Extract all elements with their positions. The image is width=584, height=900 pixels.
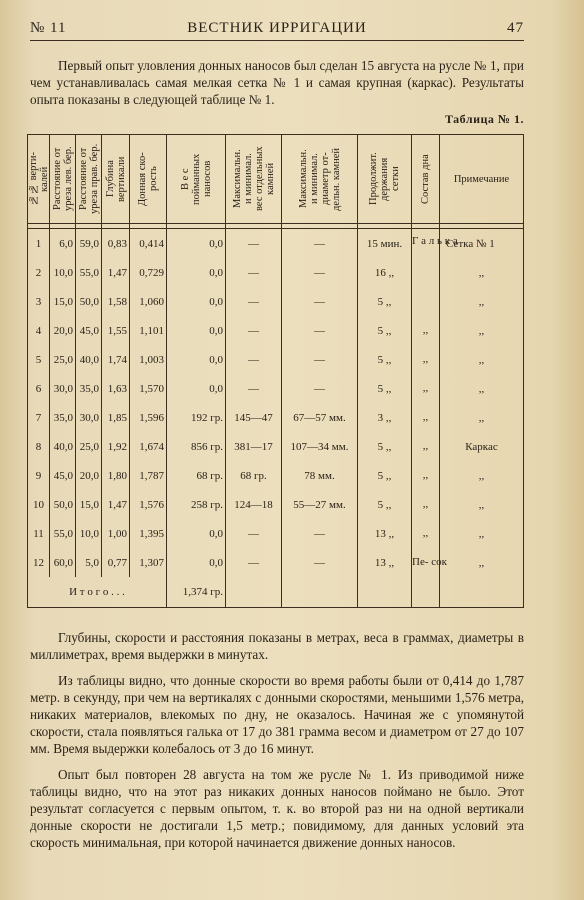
cell-maxd: — — [282, 519, 358, 548]
cell-no: 2 — [28, 258, 50, 287]
table-row — [28, 258, 524, 287]
cell-depth: 0,77 — [102, 548, 130, 577]
cell-maxd: 78 мм. — [282, 461, 358, 490]
cell-left: 60,0 — [50, 548, 76, 577]
cell-maxd: — — [282, 229, 358, 259]
cell-right: 55,0 — [76, 258, 102, 287]
cell-no: 4 — [28, 316, 50, 345]
cell-maxw: 124—18 — [226, 490, 282, 519]
cell-maxd: — — [282, 345, 358, 374]
cell-dur: 5 ,, — [358, 287, 412, 316]
cell-comp: Г а л ь к а — [412, 229, 440, 317]
cell-weight: 0,0 — [167, 374, 226, 403]
cell-left: 45,0 — [50, 461, 76, 490]
table-row — [28, 345, 524, 374]
cell-no: 1 — [28, 229, 50, 259]
cell-no: 5 — [28, 345, 50, 374]
cell-no: 10 — [28, 490, 50, 519]
total-label: И т о г о . . . — [28, 577, 167, 608]
cell-right: 15,0 — [76, 490, 102, 519]
cell-left: 10,0 — [50, 258, 76, 287]
cell-speed: 1,101 — [130, 316, 167, 345]
cell-maxd: 67—57 мм. — [282, 403, 358, 432]
cell-maxw: — — [226, 287, 282, 316]
table-header-row — [28, 135, 524, 224]
cell-speed: 1,596 — [130, 403, 167, 432]
issue-number: № 11 — [30, 20, 67, 36]
cell-right: 40,0 — [76, 345, 102, 374]
cell-speed: 1,674 — [130, 432, 167, 461]
cell-dur: 5 ,, — [358, 345, 412, 374]
cell-speed: 1,060 — [130, 287, 167, 316]
intro-paragraph: Первый опыт уловления донных наносов был сделан 15 августа на русле № 1, при чем устанавливалась самая мелкая сетка № 1 и самая крупная (каркас). Результаты опыта показаны в следующей таблице № 1. — [30, 58, 524, 107]
cell-left: 25,0 — [50, 345, 76, 374]
cell-speed: 1,787 — [130, 461, 167, 490]
cell-comp: ,, — [412, 432, 440, 461]
cell-depth: 1,63 — [102, 374, 130, 403]
cell-comp: ,, — [412, 461, 440, 490]
cell-note: Сетка № 1 — [440, 229, 524, 259]
cell-left: 20,0 — [50, 316, 76, 345]
table-total-row — [28, 577, 524, 608]
page-number: 47 — [507, 20, 524, 36]
cell-dur: 5 ,, — [358, 461, 412, 490]
cell-speed: 1,003 — [130, 345, 167, 374]
header-max-diameter: Максимальн. и минимал. диаметр от- дельн. камней — [282, 135, 358, 224]
cell-dur: 5 ,, — [358, 432, 412, 461]
analysis-paragraph: Из таблицы видно, что донные скорости во время работы были от 0,414 до 1,787 метр. в секунду, при чем на вертикалях с донными скоростями, меньшими 1,576 метра, никаких материалов, влекомых по дну, не оказалось. Начиная же с упомянутой скорости, стала появляться галька от 17 до 381 грамма весом и диаметром от 27 до 107 мм. Время выдержки колебалось от 3 до 16 минут. — [30, 673, 524, 756]
cell-weight: 856 гр. — [167, 432, 226, 461]
table-caption: Таблица № 1. — [444, 112, 524, 126]
cell-left: 35,0 — [50, 403, 76, 432]
cell-maxw: — — [226, 258, 282, 287]
cell-depth: 1,80 — [102, 461, 130, 490]
cell-maxd: — — [282, 316, 358, 345]
cell-weight: 0,0 — [167, 229, 226, 259]
cell-comp: ,, — [412, 403, 440, 432]
table-row — [28, 229, 524, 259]
repeat-paragraph: Опыт был повторен 28 августа на том же русле № 1. Из приводимой ниже таблицы видно, что на этот раз никаких донных наносов поймано не было. Этот результат согласуется с первым опытом, т. к. во второй раз ни на одной вертикали донные скорости не достигали 1,5 метр.; повидимому, для данных условий эта скорость минимальная, при которой начинается движение донных наносов. — [30, 767, 524, 850]
cell-speed: 1,576 — [130, 490, 167, 519]
cell-speed: 1,570 — [130, 374, 167, 403]
cell-no: 9 — [28, 461, 50, 490]
cell-maxd: — — [282, 287, 358, 316]
cell-dur: 5 ,, — [358, 490, 412, 519]
cell-left: 15,0 — [50, 287, 76, 316]
header-max-weight: Максимальн. и минимал. вес отдельных камней — [226, 135, 282, 224]
header-left: Расстояние от уреза лев. бер. — [50, 135, 76, 224]
cell-depth: 0,83 — [102, 229, 130, 259]
cell-note: ,, — [440, 461, 524, 490]
table-row — [28, 461, 524, 490]
cell-right: 25,0 — [76, 432, 102, 461]
cell-weight: 0,0 — [167, 316, 226, 345]
cell-comp: ,, — [412, 519, 440, 548]
cell-note: ,, — [440, 316, 524, 345]
cell-comp: Пе- сок — [412, 548, 440, 577]
table-row — [28, 403, 524, 432]
cell-comp: ,, — [412, 490, 440, 519]
header-depth: Глубина вертикали — [102, 135, 130, 224]
cell-note: ,, — [440, 403, 524, 432]
cell-comp: ,, — [412, 316, 440, 345]
cell-left: 40,0 — [50, 432, 76, 461]
cell-weight: 258 гр. — [167, 490, 226, 519]
cell-depth: 1,55 — [102, 316, 130, 345]
cell-weight: 0,0 — [167, 548, 226, 577]
data-table — [27, 134, 524, 608]
cell-no: 8 — [28, 432, 50, 461]
cell-weight: 0,0 — [167, 287, 226, 316]
cell-depth: 1,85 — [102, 403, 130, 432]
cell-weight: 0,0 — [167, 258, 226, 287]
cell-weight: 0,0 — [167, 345, 226, 374]
cell-dur: 16 ,, — [358, 258, 412, 287]
cell-maxw: — — [226, 519, 282, 548]
cell-maxd: 107—34 мм. — [282, 432, 358, 461]
header-speed: Донная ско- рость — [130, 135, 167, 224]
cell-maxd: — — [282, 548, 358, 577]
cell-maxw: 68 гр. — [226, 461, 282, 490]
cell-comp: ,, — [412, 374, 440, 403]
cell-speed: 1,395 — [130, 519, 167, 548]
running-header — [30, 18, 524, 41]
cell-note: ,, — [440, 490, 524, 519]
header-right: Расстояние от уреза прав. бер. — [76, 135, 102, 224]
cell-depth: 1,47 — [102, 490, 130, 519]
cell-weight: 0,0 — [167, 519, 226, 548]
table-row — [28, 490, 524, 519]
cell-speed: 0,414 — [130, 229, 167, 259]
header-duration: Продолжит. держания сетки — [358, 135, 412, 224]
cell-note: ,, — [440, 548, 524, 577]
table-row — [28, 519, 524, 548]
cell-comp: ,, — [412, 345, 440, 374]
cell-dur: 13 ,, — [358, 519, 412, 548]
cell-right: 30,0 — [76, 403, 102, 432]
header-composition: Состав дна — [412, 135, 440, 224]
cell-maxw: — — [226, 374, 282, 403]
cell-left: 30,0 — [50, 374, 76, 403]
cell-no: 7 — [28, 403, 50, 432]
table-row — [28, 287, 524, 316]
cell-speed: 1,307 — [130, 548, 167, 577]
cell-right: 5,0 — [76, 548, 102, 577]
cell-note: ,, — [440, 519, 524, 548]
cell-depth: 1,47 — [102, 258, 130, 287]
table-row — [28, 316, 524, 345]
cell-right: 35,0 — [76, 374, 102, 403]
cell-maxw: 145—47 — [226, 403, 282, 432]
cell-right: 50,0 — [76, 287, 102, 316]
cell-dur: 5 ,, — [358, 374, 412, 403]
cell-right: 45,0 — [76, 316, 102, 345]
cell-no: 3 — [28, 287, 50, 316]
header-weight: В е с пойманных наносов — [167, 135, 226, 224]
cell-no: 6 — [28, 374, 50, 403]
cell-dur: 5 ,, — [358, 316, 412, 345]
cell-note: ,, — [440, 374, 524, 403]
cell-speed: 0,729 — [130, 258, 167, 287]
cell-dur: 3 ,, — [358, 403, 412, 432]
cell-maxd: — — [282, 258, 358, 287]
cell-left: 55,0 — [50, 519, 76, 548]
cell-note: Каркас — [440, 432, 524, 461]
cell-maxw: 381—17 — [226, 432, 282, 461]
cell-maxd: — — [282, 374, 358, 403]
cell-maxd: 55—27 мм. — [282, 490, 358, 519]
table-row — [28, 548, 524, 577]
cell-maxw: — — [226, 548, 282, 577]
cell-depth: 1,92 — [102, 432, 130, 461]
cell-right: 20,0 — [76, 461, 102, 490]
total-value: 1,374 гр. — [167, 577, 226, 608]
table-row — [28, 374, 524, 403]
cell-maxw: — — [226, 316, 282, 345]
cell-weight: 68 гр. — [167, 461, 226, 490]
table-row — [28, 432, 524, 461]
journal-title: ВЕСТНИК ИРРИГАЦИИ — [187, 20, 367, 36]
cell-no: 12 — [28, 548, 50, 577]
units-paragraph: Глубины, скорости и расстояния показаны в метрах, веса в граммах, диаметры в миллиметрах, время выдержки в минутах. — [30, 630, 524, 662]
cell-no: 11 — [28, 519, 50, 548]
cell-dur: 13 ,, — [358, 548, 412, 577]
cell-dur: 15 мин. — [358, 229, 412, 259]
cell-weight: 192 гр. — [167, 403, 226, 432]
cell-depth: 1,00 — [102, 519, 130, 548]
cell-note: ,, — [440, 345, 524, 374]
cell-left: 6,0 — [50, 229, 76, 259]
cell-note: ,, — [440, 287, 524, 316]
header-note: Примечание — [440, 135, 524, 224]
cell-maxw: — — [226, 345, 282, 374]
header-no: №№ верти- калей — [28, 135, 50, 224]
cell-right: 59,0 — [76, 229, 102, 259]
cell-note: ,, — [440, 258, 524, 287]
cell-depth: 1,74 — [102, 345, 130, 374]
cell-depth: 1,58 — [102, 287, 130, 316]
cell-right: 10,0 — [76, 519, 102, 548]
cell-left: 50,0 — [50, 490, 76, 519]
cell-maxw: — — [226, 229, 282, 259]
